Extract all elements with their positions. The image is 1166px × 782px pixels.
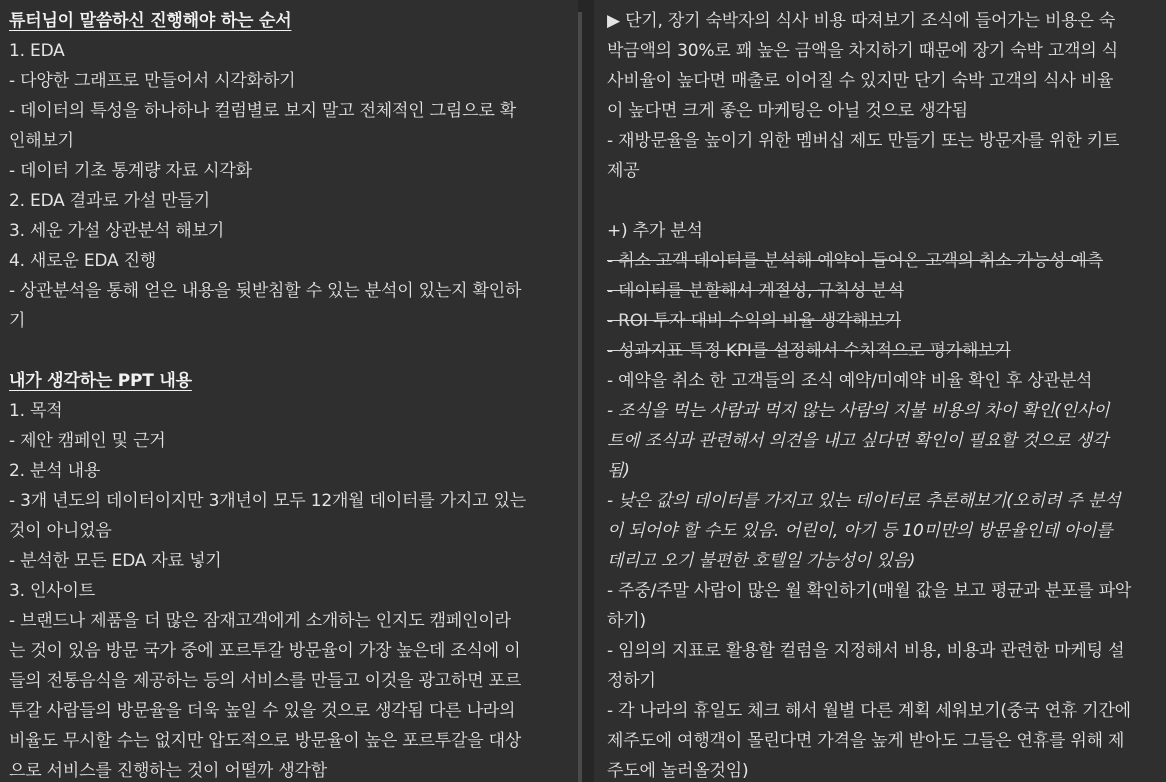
right-text-line[interactable]: 이 되어야 할 수도 있음. 어린이, 아기 등 10미만의 방문율인데 아이를 <box>607 521 1113 541</box>
left-text-line[interactable]: - 브랜드나 제품을 더 많은 잠재고객에게 소개하는 인지도 캠페인이라 <box>9 611 511 631</box>
left-blank-line <box>9 336 578 366</box>
right-text-line[interactable]: - 데이터를 분할해서 계절성, 규칙성 분석 <box>607 281 904 301</box>
right-text-line[interactable]: - 재방문율을 높이기 위한 멤버십 제도 만들기 또는 방문자를 위한 키트 <box>607 131 1120 151</box>
right-note-pane[interactable] <box>594 0 1166 782</box>
right-text-line[interactable]: 사비율이 높다면 매출로 이어질 수 있지만 단기 숙박 고객의 식사 비율 <box>607 71 1114 91</box>
left-text-line[interactable]: 투갈 사람들의 방문율을 더욱 높일 수 있을 것으로 생각됨 다른 나라의 <box>9 701 516 721</box>
left-text-line[interactable]: 3. 세운 가설 상관분석 해보기 <box>9 221 225 241</box>
right-text-line[interactable]: ▶ 단기, 장기 숙박자의 식사 비용 따져보기 조식에 들어가는 비용은 숙 <box>607 11 1116 31</box>
right-text-line[interactable]: 주도에 놀러올것임) <box>607 761 749 781</box>
left-text-line[interactable]: 2. 분석 내용 <box>9 461 101 481</box>
left-text-line[interactable]: 들의 전통음식을 제공하는 등의 서비스를 만들고 이것을 광고하면 포르 <box>9 671 522 691</box>
left-text-line[interactable]: - 데이터 기초 통계량 자료 시각화 <box>9 161 252 181</box>
left-section-heading[interactable]: 내가 생각하는 PPT 내용 <box>9 371 192 391</box>
right-text-line[interactable]: +) 추가 분석 <box>607 221 703 241</box>
right-text-line[interactable]: 트에 조식과 관련해서 의견을 내고 싶다면 확인이 필요할 것으로 생각 <box>607 431 1109 451</box>
left-text-line[interactable]: - 분석한 모든 EDA 자료 넣기 <box>9 551 222 571</box>
left-section-heading[interactable]: 튜터님이 말씀하신 진행해야 하는 순서 <box>9 11 292 31</box>
left-text-line[interactable]: 3. 인사이트 <box>9 581 95 601</box>
left-text-line[interactable]: - 상관분석을 통해 얻은 내용을 뒷받침할 수 있는 분석이 있는지 확인하 <box>9 281 522 301</box>
left-note-pane[interactable] <box>0 0 578 782</box>
left-text-line[interactable]: - 제안 캠페인 및 근거 <box>9 431 166 451</box>
left-text-line[interactable]: - 다양한 그래프로 만들어서 시각화하기 <box>9 71 296 91</box>
scrollbar-thumb[interactable] <box>578 12 582 782</box>
right-text-line[interactable]: - 주중/주말 사람이 많은 월 확인하기(매월 값을 보고 평균과 분포를 파악 <box>607 581 1132 601</box>
left-text-line[interactable]: 는 것이 있음 방문 국가 중에 포르투갈 방문율이 가장 높은데 조식에 이 <box>9 641 521 661</box>
right-text-line[interactable]: - 임의의 지표로 활용할 컬럼을 지정해서 비용, 비용과 관련한 마케팅 설 <box>607 641 1125 661</box>
right-text-line[interactable]: 정하기 <box>607 671 656 691</box>
right-text-line[interactable]: 이 높다면 크게 좋은 마케팅은 아닐 것으로 생각됨 <box>607 101 968 121</box>
left-text-line[interactable]: 1. 목적 <box>9 401 63 421</box>
left-text-line[interactable]: 으로 서비스를 진행하는 것이 어떨까 생각함 <box>9 761 328 781</box>
right-text-line[interactable]: - 성과지표 특정 KPI를 설정해서 수치적으로 평가해보기 <box>607 341 1011 361</box>
left-text-line[interactable]: 기 <box>9 311 26 331</box>
left-text-line[interactable]: 2. EDA 결과로 가설 만들기 <box>9 191 210 211</box>
left-text-line[interactable]: 1. EDA <box>9 41 65 61</box>
right-text-line[interactable]: - 각 나라의 휴일도 체크 해서 월별 다른 계획 세워보기(중국 연휴 기간에 <box>607 701 1131 721</box>
right-blank-line <box>607 186 1166 216</box>
right-text-line[interactable]: 하기) <box>607 611 646 631</box>
right-text-line[interactable]: 제주도에 여행객이 몰린다면 가격을 높게 받아도 그들은 연휴를 위해 제 <box>607 731 1125 751</box>
left-text-line[interactable]: 인해보기 <box>9 131 74 151</box>
right-text-line[interactable]: - 낮은 값의 데이터를 가지고 있는 데이터로 추론해보기(오히려 주 분석 <box>607 491 1121 511</box>
right-text-line[interactable]: 제공 <box>607 161 640 181</box>
right-text-line[interactable]: - 예약을 취소 한 고객들의 조식 예약/미예약 비율 확인 후 상관분석 <box>607 371 1093 391</box>
right-text-line[interactable]: 박금액의 30%로 꽤 높은 금액을 차지하기 때문에 장기 숙박 고객의 식 <box>607 41 1118 61</box>
left-text-line[interactable]: 4. 새로운 EDA 진행 <box>9 251 157 271</box>
left-text-line[interactable]: 비율도 무시할 수는 없지만 압도적으로 방문율이 높은 포르투갈을 대상 <box>9 731 522 751</box>
left-text-line[interactable]: - 3개 년도의 데이터이지만 3개년이 모두 12개월 데이터를 가지고 있는 <box>9 491 527 511</box>
right-text-line[interactable]: - ROI 투자 대비 수익의 비율 생각해보기 <box>607 311 901 331</box>
right-text-line[interactable]: 데리고 오기 불편한 호텔일 가능성이 있음) <box>607 551 916 571</box>
right-text-line[interactable]: - 조식을 먹는 사람과 먹지 않는 사람의 지불 비용의 차이 확인(인사이 <box>607 401 1110 421</box>
left-text-line[interactable]: - 데이터의 특성을 하나하나 컬럼별로 보지 말고 전체적인 그림으로 확 <box>9 101 516 121</box>
left-text-line[interactable]: 것이 아니었음 <box>9 521 112 541</box>
right-text-line[interactable]: - 취소 고객 데이터를 분석해 예약이 들어온 고객의 취소 가능성 예측 <box>607 251 1103 271</box>
right-text-line[interactable]: 됨) <box>607 461 630 481</box>
